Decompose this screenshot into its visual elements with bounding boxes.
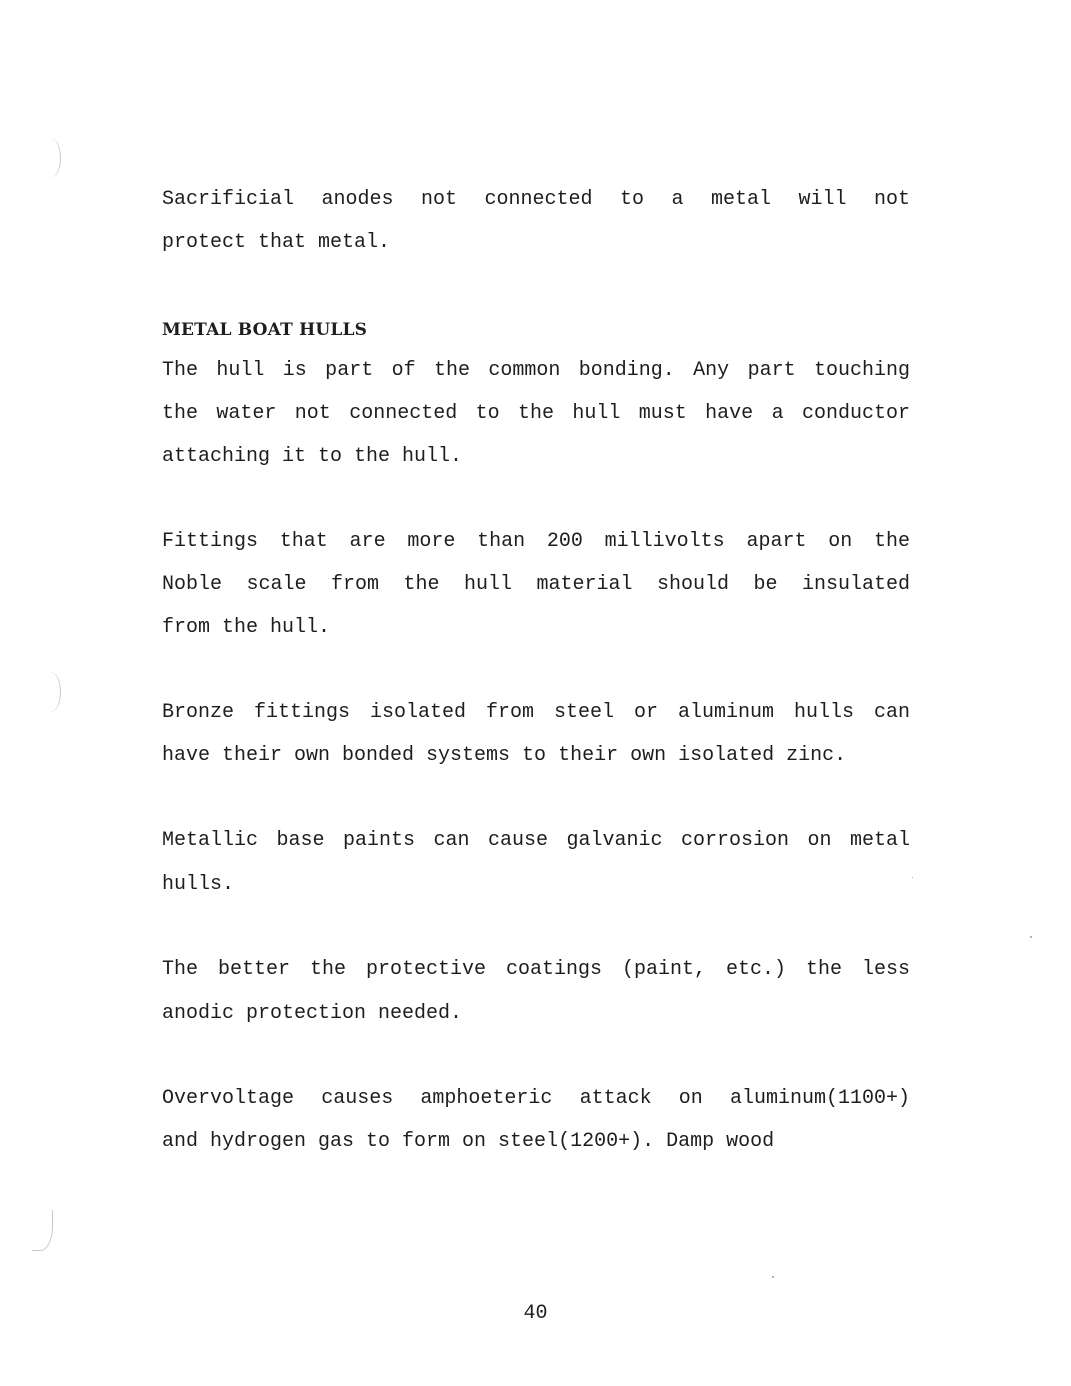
paragraph-7-line-2: and hydrogen gas to form on steel(1200+). Damp wood	[162, 1130, 775, 1153]
paragraph-7-line-1: Overvoltage causes amphoeteric attack on aluminum(1100+)	[162, 1087, 910, 1110]
binder-hole-mark-top	[40, 138, 61, 178]
paragraph-3-line-1: Fittings that are more than 200 millivolts apart on the	[162, 530, 910, 553]
paragraph-6-line-2: anodic protection needed.	[162, 1002, 463, 1025]
section-heading: METAL BOAT HULLS	[162, 320, 368, 340]
paragraph-2-line-2: the water not connected to the hull must have a conductor	[162, 402, 910, 425]
paragraph-4-line-2: have their own bonded systems to their own isolated zinc.	[162, 744, 847, 767]
paragraph-6-line-1: The better the protective coatings (paint, etc.) the less	[162, 958, 910, 981]
binder-hole-mark-bottom	[32, 1210, 53, 1251]
paragraph-4-line-1: Bronze fittings isolated from steel or aluminum hulls can	[162, 701, 910, 724]
scan-speck	[912, 877, 913, 878]
paragraph-2-line-1: The hull is part of the common bonding. Any part touching	[162, 359, 910, 382]
scan-speck	[1030, 936, 1032, 938]
scan-speck	[772, 1276, 774, 1278]
binder-hole-mark-middle	[40, 672, 61, 712]
page-number: 40	[523, 1302, 548, 1325]
paragraph-1-line-1: Sacrificial anodes not connected to a metal will not	[162, 188, 910, 211]
paragraph-2-line-3: attaching it to the hull.	[162, 445, 463, 468]
paragraph-5-line-1: Metallic base paints can cause galvanic corrosion on metal	[162, 829, 910, 852]
paragraph-5-line-2: hulls.	[162, 873, 235, 896]
paragraph-3-line-2: Noble scale from the hull material should be insulated	[162, 573, 910, 596]
paragraph-3-line-3: from the hull.	[162, 616, 331, 639]
paragraph-1-line-2: protect that metal.	[162, 231, 391, 254]
